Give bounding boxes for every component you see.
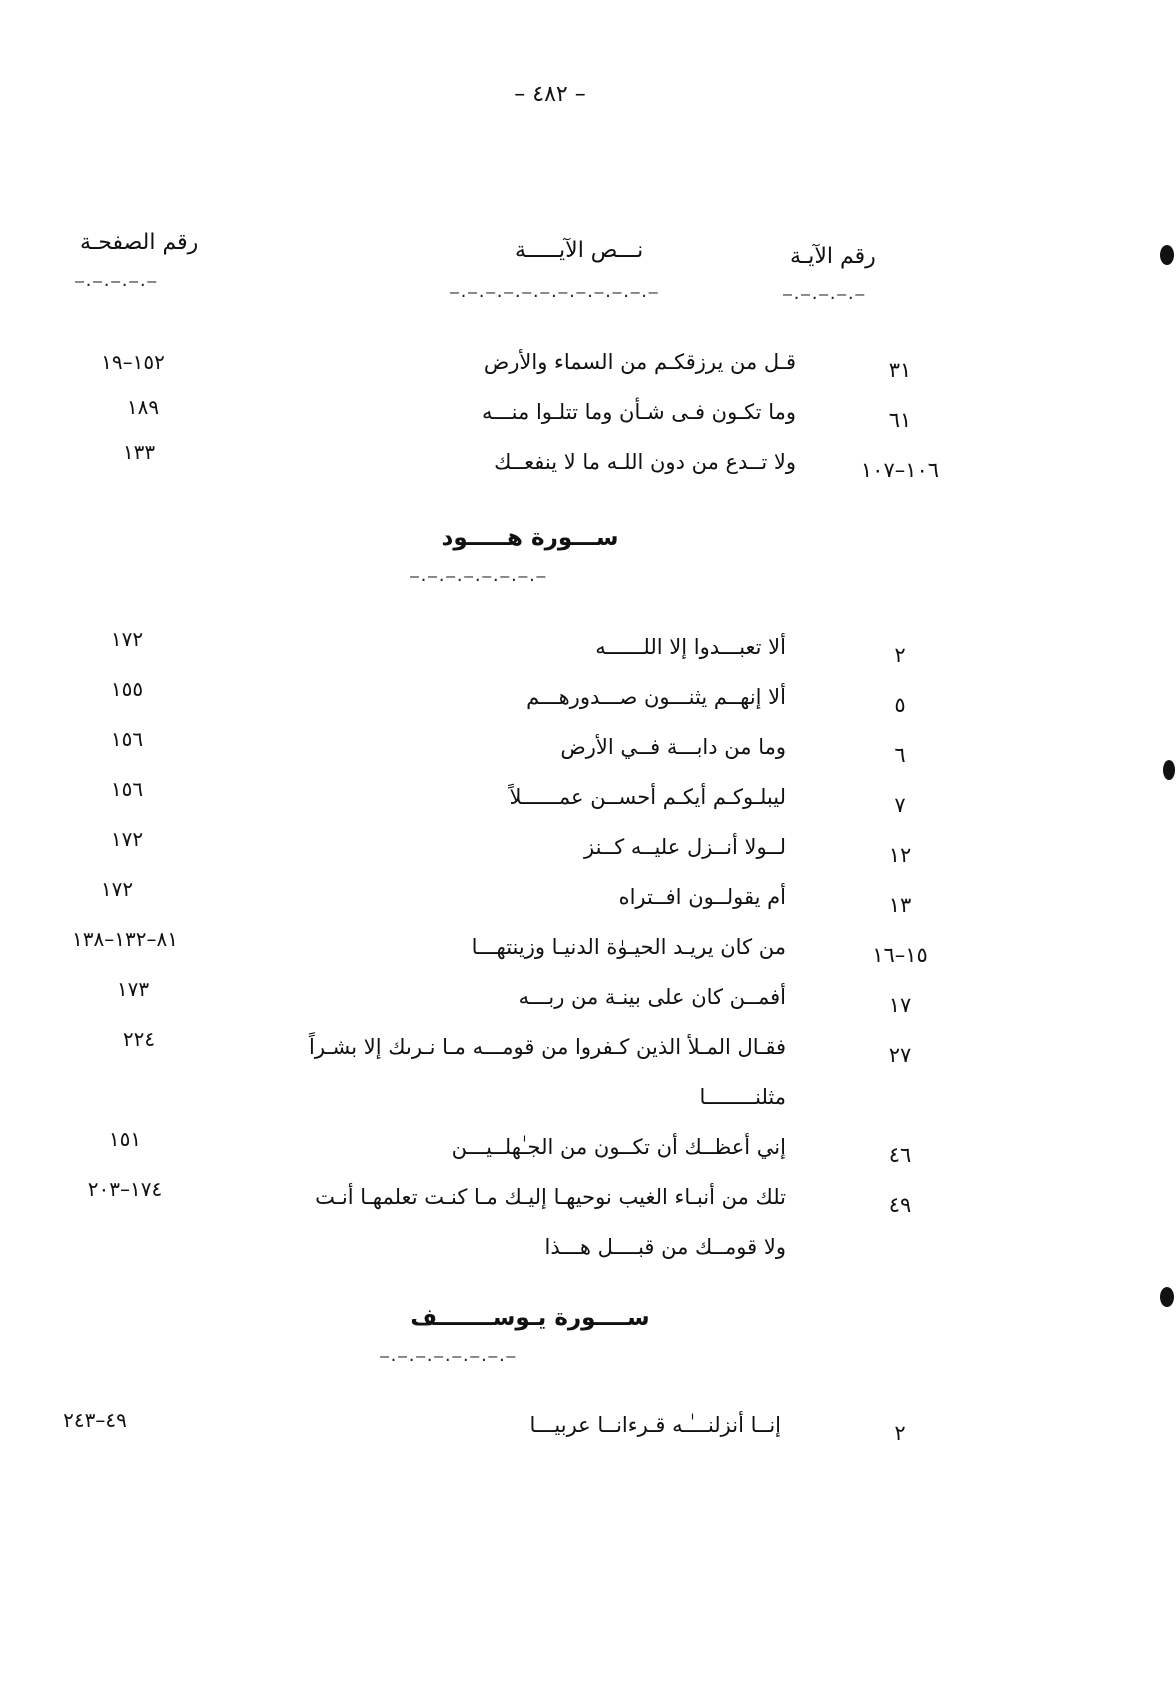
surah-title-yusuf: ســــورة يـوســـــــف xyxy=(410,1305,650,1331)
verse-number: ١٠٦–١٠٧ xyxy=(860,458,940,482)
page-ref: ١٧٢ xyxy=(110,827,144,851)
table-row xyxy=(0,1127,1176,1175)
divider-page: —.—.—.—.— xyxy=(75,272,157,290)
page-ref: ١٣٣ xyxy=(122,440,156,464)
verse-text: ليبلـوكـم أيكـم أحســن عمــــــلاً xyxy=(509,785,786,809)
page-ref: ١٥٦ xyxy=(110,777,144,801)
surah-title-hud: ســـورة هـــــود xyxy=(441,525,619,551)
page-ref: ١٨٩ xyxy=(126,395,160,419)
table-row xyxy=(0,627,1176,675)
page-ref: ١٥٢–١٩ xyxy=(101,350,165,374)
table-row xyxy=(0,977,1176,1025)
verse-text: تلك من أنبـاء الغيب نوحيهـا إليـك مـا كنـت تعلمهـا أنـت xyxy=(315,1185,786,1209)
table-row xyxy=(0,1085,1176,1125)
page-ref: ١٧٢ xyxy=(100,877,134,901)
table-row xyxy=(0,827,1176,875)
page-ref: ١٧٣ xyxy=(116,977,150,1001)
table-row xyxy=(0,350,1176,390)
page-ref: ٤٩–٢٤٣ xyxy=(63,1408,127,1432)
verse-number: ٧ xyxy=(894,793,906,817)
verse-number: ٥ xyxy=(894,693,906,717)
verse-number: ٦ xyxy=(894,743,906,767)
verse-text: إنــا أنزلنـــٰـه قـرءانــا عربيـــا xyxy=(529,1413,781,1437)
page-ref: ١٧٤–٢٠٣ xyxy=(87,1177,163,1201)
verse-text: من كان يريـد الحيـوٰة الدنيـا وزينتهـــا xyxy=(471,935,786,959)
verse-number: ٣١ xyxy=(888,358,912,382)
header-verse-number: رقم الآيـة xyxy=(790,244,876,269)
verse-number: ٤٦ xyxy=(888,1143,912,1167)
table-row xyxy=(0,1027,1176,1075)
verse-text: مثلنــــــــا xyxy=(699,1085,786,1109)
table-row xyxy=(0,677,1176,725)
verse-number: ٦١ xyxy=(888,408,912,432)
page-number: – ٤٨٢ – xyxy=(514,82,586,107)
verse-text: أم يقولــون افــتراه xyxy=(618,885,786,909)
table-row xyxy=(0,440,1176,490)
page-ref: ١٥٦ xyxy=(110,727,144,751)
page-ref: ٢٢٤ xyxy=(122,1027,156,1051)
verse-text: ألا إنهــم يثنـــون صـــدورهـــم xyxy=(526,685,786,709)
verse-text: أفمــن كان على بينـة من ربـــه xyxy=(518,985,786,1009)
verse-text: ولا تــدع من دون اللـه ما لا ينفعــك xyxy=(494,450,796,474)
verse-text: قـل من يرزقكـم من السماء والأرض xyxy=(483,350,796,374)
table-row xyxy=(0,927,1176,975)
table-row xyxy=(0,877,1176,925)
verse-text: ألا تعبـــدوا إلا اللــــــه xyxy=(595,635,786,659)
verse-number: ١٣ xyxy=(888,893,912,917)
table-row xyxy=(0,727,1176,775)
verse-text: إني أعظــك أن تكــون من الجـٰهلــيـــن xyxy=(451,1135,786,1159)
table-row xyxy=(0,777,1176,825)
table-row xyxy=(0,1235,1176,1275)
punch-hole-mark xyxy=(1160,1287,1174,1307)
verse-number: ٤٩ xyxy=(888,1193,912,1217)
verse-text: وما تكـون فـى شـأن وما تتلـوا منـــه xyxy=(481,400,796,424)
divider-text: —.—.—.—.—.—.—.—.—.—.—.— xyxy=(450,283,658,301)
verse-text: وما من دابـــة فــي الأرض xyxy=(560,735,786,759)
surah-divider-yusuf: —.—.—.—.—.—.—.— xyxy=(380,1347,516,1365)
table-row xyxy=(0,1177,1176,1225)
verse-number: ٢٧ xyxy=(888,1043,912,1067)
table-row xyxy=(0,1408,1176,1453)
punch-hole-mark xyxy=(1163,760,1175,780)
verse-text: لــولا أنــزل عليــه كــنز xyxy=(584,835,786,859)
verse-number: ٢ xyxy=(894,643,906,667)
divider-num: —.—.—.—.— xyxy=(783,285,865,303)
page-ref: ١٧٢ xyxy=(110,627,144,651)
page-ref: ٨١–١٣٢–١٣٨ xyxy=(72,927,178,951)
verse-number: ١٧ xyxy=(888,993,912,1017)
page-ref: ١٥١ xyxy=(108,1127,142,1151)
header-page-number: رقم الصفحـة xyxy=(80,230,199,255)
punch-hole-mark xyxy=(1160,245,1174,265)
header-verse-text: نـــص الآيـــــة xyxy=(515,238,644,263)
verse-text: ولا قومــك من قبــــل هـــذا xyxy=(544,1235,786,1259)
verse-number: ١٢ xyxy=(888,843,912,867)
verse-number: ١٥–١٦ xyxy=(872,943,928,967)
page-ref: ١٥٥ xyxy=(110,677,144,701)
table-row xyxy=(0,395,1176,440)
verse-number: ٢ xyxy=(894,1421,906,1445)
verse-text: فقـال المـلأ الذين كـفروا من قومـــه مـا نـرىك إلا بشـراً xyxy=(308,1035,786,1059)
surah-divider-hud: —.—.—.—.—.—.—.— xyxy=(410,567,546,585)
